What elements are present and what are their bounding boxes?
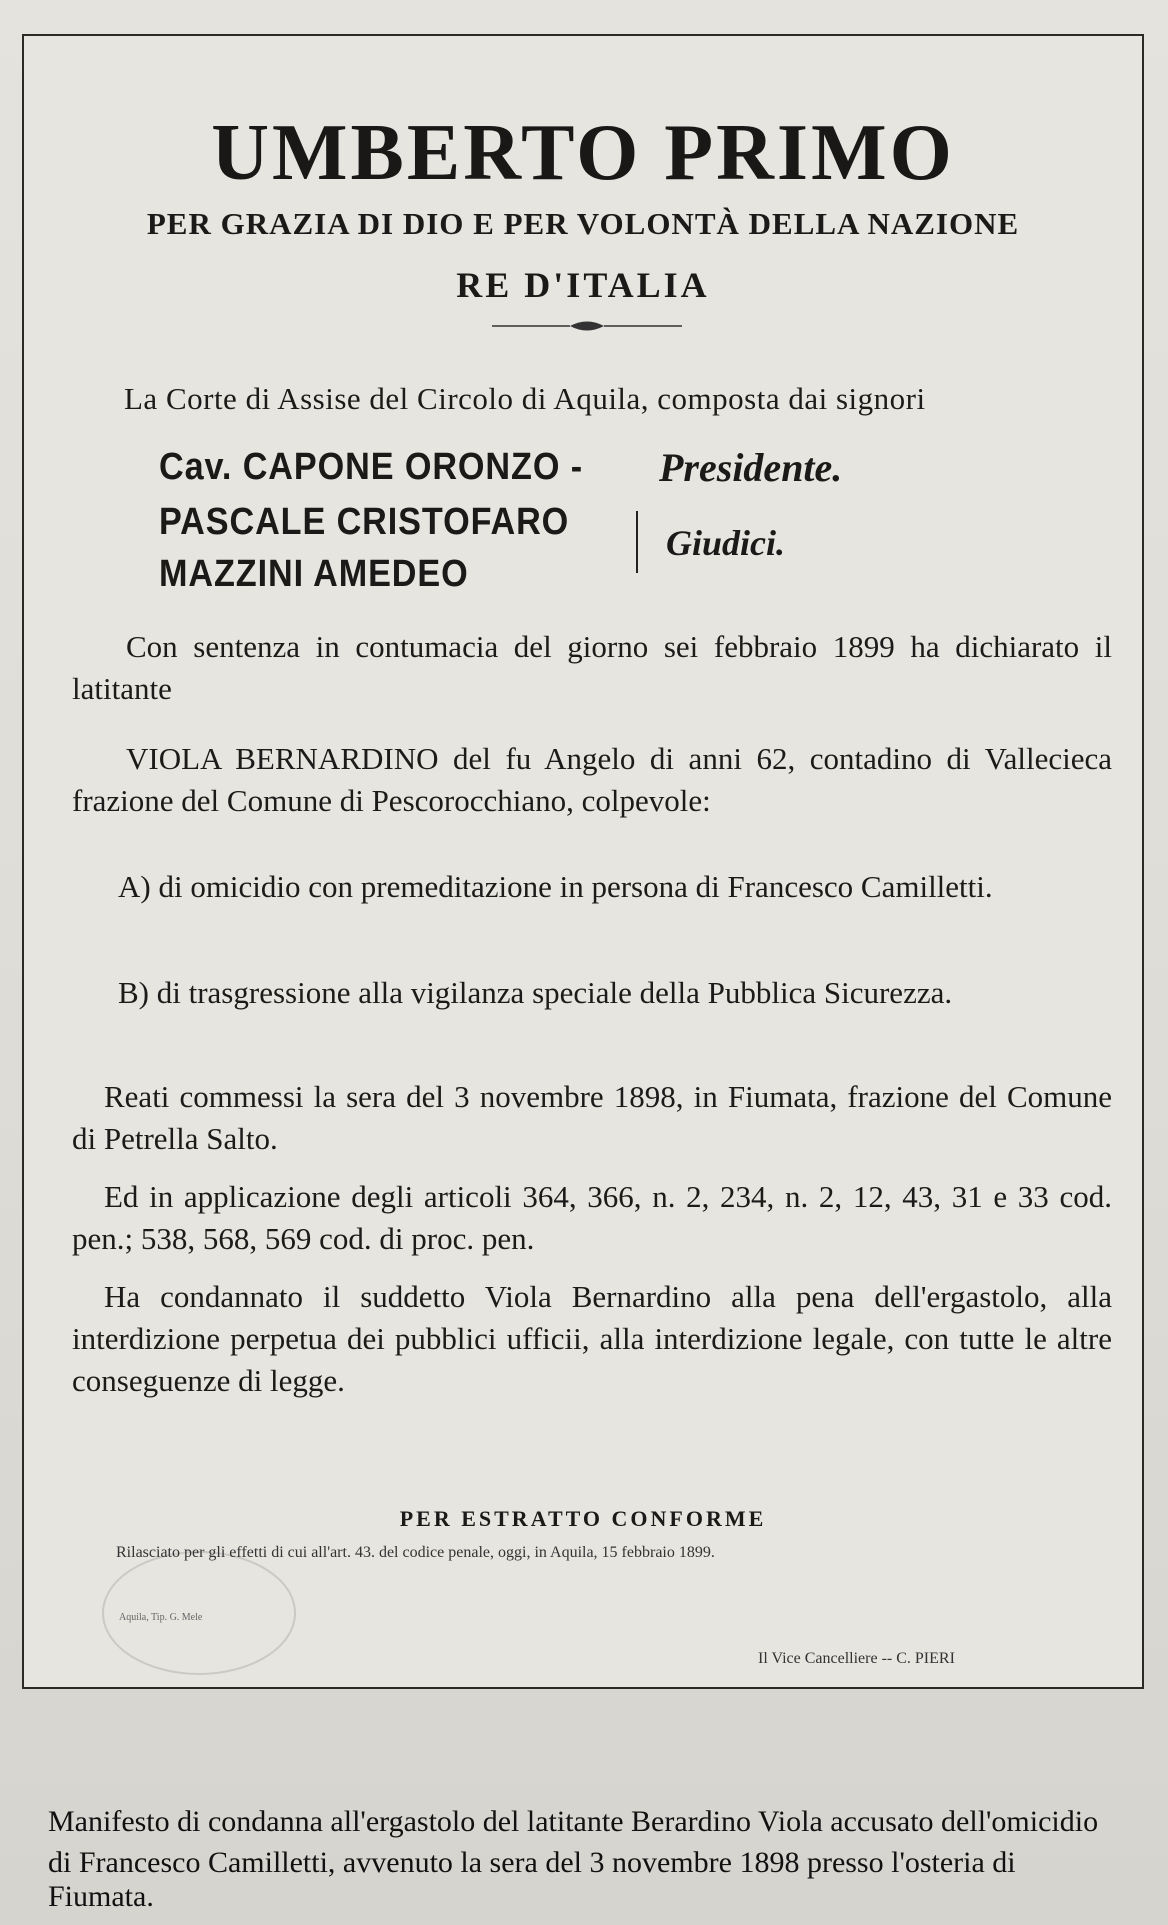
- judge-name-2: MAZZINI AMEDEO: [159, 553, 469, 595]
- paragraph-articles: Ed in applicazione degli articoli 364, 366, n. 2, 234, n. 2, 12, 43, 31 e 33 cod. pen.; 538, 568, 569 cod. di proc. pen.: [72, 1179, 1112, 1256]
- estratto-heading: PER ESTRATTO CONFORME: [399, 1506, 767, 1531]
- signature: Il Vice Cancelliere -- C. PIERI: [758, 1650, 955, 1667]
- printer-credit: Aquila, Tip. G. Mele: [119, 1612, 203, 1623]
- judges-bracket: [636, 511, 641, 573]
- president-name: Cav. CAPONE ORONZO -: [159, 446, 584, 488]
- judge-name-1: PASCALE CRISTOFARO: [159, 501, 570, 543]
- poster-subtitle: PER GRAZIA DI DIO E PER VOLONTÀ DELLA NAZIONE: [146, 206, 1020, 241]
- paragraph-sentence: Con sentenza in contumacia del giorno sei febbraio 1899 ha dichiarato il latitante: [72, 629, 1112, 706]
- president-role: Presidente.: [659, 445, 843, 490]
- judges-role: Giudici.: [666, 523, 786, 563]
- court-intro: La Corte di Assise del Circolo di Aquila, composta dai signori: [124, 381, 926, 416]
- ornament-divider: [492, 319, 682, 333]
- poster-king-title: RE D'ITALIA: [456, 265, 710, 305]
- release-note: Rilasciato per gli effetti di cui all'art. 43. del codice penale, oggi, in Aquila, 15 febbraio 1899.: [116, 1544, 715, 1561]
- paragraph-verdict: Ha condannato il suddetto Viola Bernardino alla pena dell'ergastolo, alla interdizione perpetua dei pubblici ufficii, alla interdizione legale, con tutte le altre conseguenze di legge.: [72, 1279, 1112, 1398]
- paragraph-defendant: VIOLA BERNARDINO del fu Angelo di anni 62, contadino di Vallecieca frazione del Comune di Pescorocchiano, colpevole:: [72, 741, 1112, 818]
- paragraph-crimes: Reati commessi la sera del 3 novembre 1898, in Fiumata, frazione del Comune di Petrella Salto.: [72, 1079, 1112, 1156]
- court-poster: [22, 34, 1144, 1689]
- poster-title: UMBERTO PRIMO: [211, 109, 955, 197]
- paragraph-charge-b: B) di trasgressione alla vigilanza speciale della Pubblica Sicurezza.: [118, 975, 953, 1010]
- paragraph-charge-a: A) di omicidio con premeditazione in persona di Francesco Camilletti.: [118, 869, 993, 904]
- caption-line-2: di Francesco Camilletti, avvenuto la sera del 3 novembre 1898 presso l'osteria di Fiumata.: [48, 1846, 1016, 1913]
- caption-line-1: Manifesto di condanna all'ergastolo del latitante Berardino Viola accusato dell'omicidio: [48, 1805, 1099, 1838]
